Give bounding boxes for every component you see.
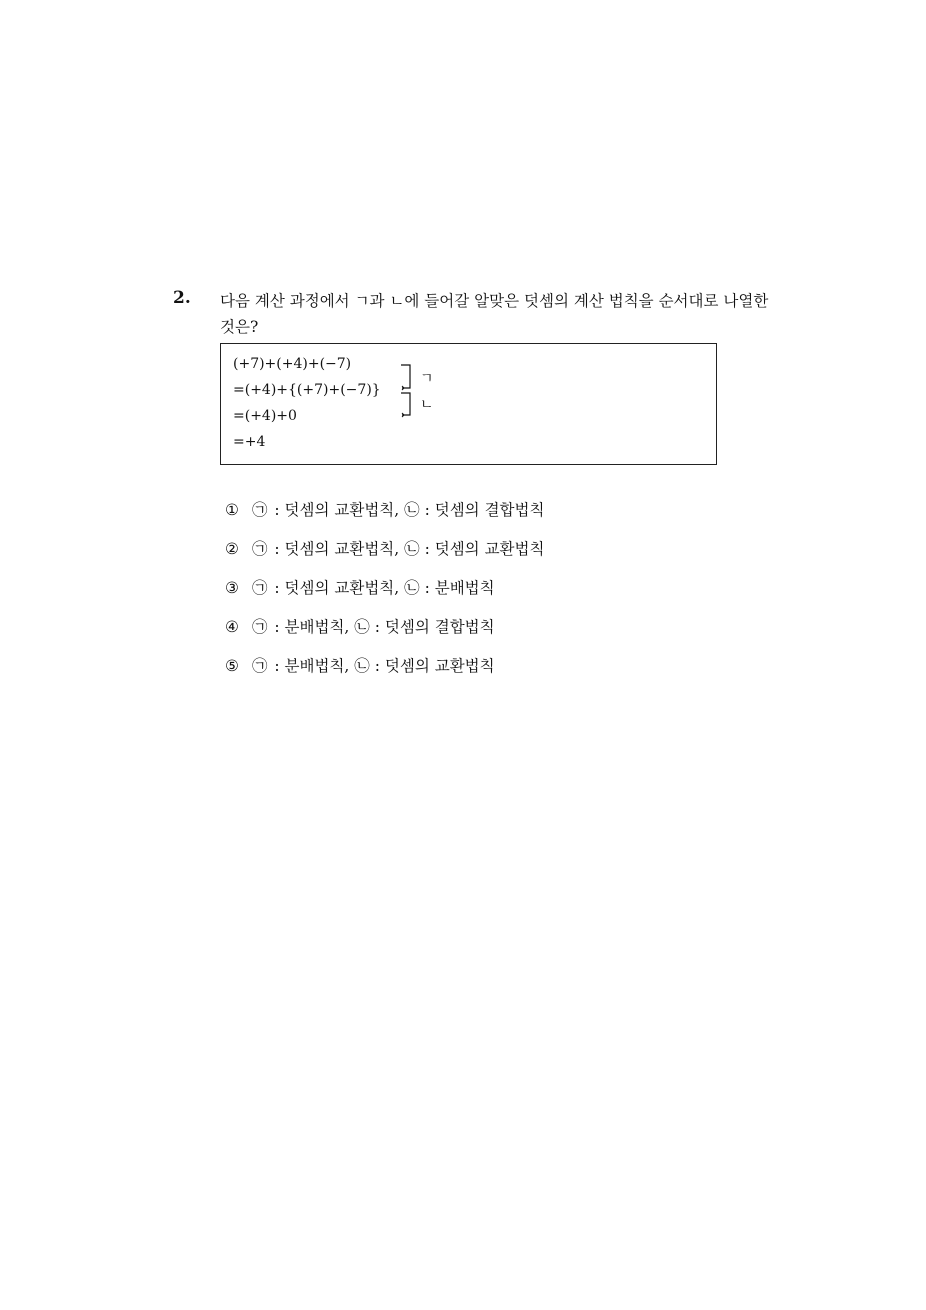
choice-b-text: : 덧셈의 교환법칙	[369, 657, 495, 675]
calc-line-1: (+7)+(+4)+(−7)	[233, 356, 352, 372]
bracket-step-2	[401, 393, 410, 415]
choice-b-text: : 덧셈의 결합법칙	[419, 501, 545, 519]
step-label-a: ㄱ	[420, 371, 434, 387]
question-text-line2: 것은?	[220, 318, 259, 336]
choice-a-text: : 덧셈의 교환법칙,	[269, 501, 405, 519]
mark-a: ㉠	[251, 501, 268, 519]
choice-5[interactable]	[225, 654, 495, 676]
choice-b-text: : 덧셈의 교환법칙	[419, 540, 545, 558]
question-number: 2.	[173, 288, 191, 308]
question-text	[220, 288, 780, 340]
question-text-line1: 다음 계산 과정에서 ㄱ과 ㄴ에 들어갈 알맞은 덧셈의 계산 법칙을 순서대로 나열한	[220, 292, 769, 310]
choice-b-text: : 덧셈의 결합법칙	[369, 618, 495, 636]
calc-line-4: =+4	[233, 434, 266, 450]
choice-2[interactable]	[225, 537, 544, 559]
choice-a-text: : 덧셈의 교환법칙,	[269, 540, 405, 558]
mark-a: ㉠	[251, 579, 268, 597]
step-brackets	[221, 344, 718, 466]
choice-number: ④	[225, 618, 239, 636]
calc-line-2: =(+4)+{(+7)+(−7)}	[233, 382, 381, 398]
choice-a-text: : 덧셈의 교환법칙,	[269, 579, 405, 597]
choice-number: ③	[225, 579, 239, 597]
choice-b-text: : 분배법칙	[419, 579, 495, 597]
mark-b: ㉡	[404, 501, 420, 519]
mark-b: ㉡	[354, 618, 370, 636]
choice-4[interactable]	[225, 615, 495, 637]
choice-a-text: : 분배법칙,	[269, 618, 355, 636]
mark-a: ㉠	[251, 540, 268, 558]
mark-b: ㉡	[404, 579, 420, 597]
mark-b: ㉡	[354, 657, 370, 675]
choice-1[interactable]	[225, 498, 544, 520]
choice-3[interactable]	[225, 576, 495, 598]
calculation-box	[220, 343, 717, 465]
mark-a: ㉠	[251, 618, 268, 636]
choice-number: ⑤	[225, 657, 239, 675]
choice-number: ②	[225, 540, 239, 558]
calc-line-3: =(+4)+0	[233, 408, 297, 424]
choice-a-text: : 분배법칙,	[269, 657, 355, 675]
bracket-step-1	[401, 365, 410, 388]
step-label-b: ㄴ	[420, 397, 434, 413]
mark-a: ㉠	[251, 657, 268, 675]
choice-number: ①	[225, 501, 239, 519]
mark-b: ㉡	[404, 540, 420, 558]
